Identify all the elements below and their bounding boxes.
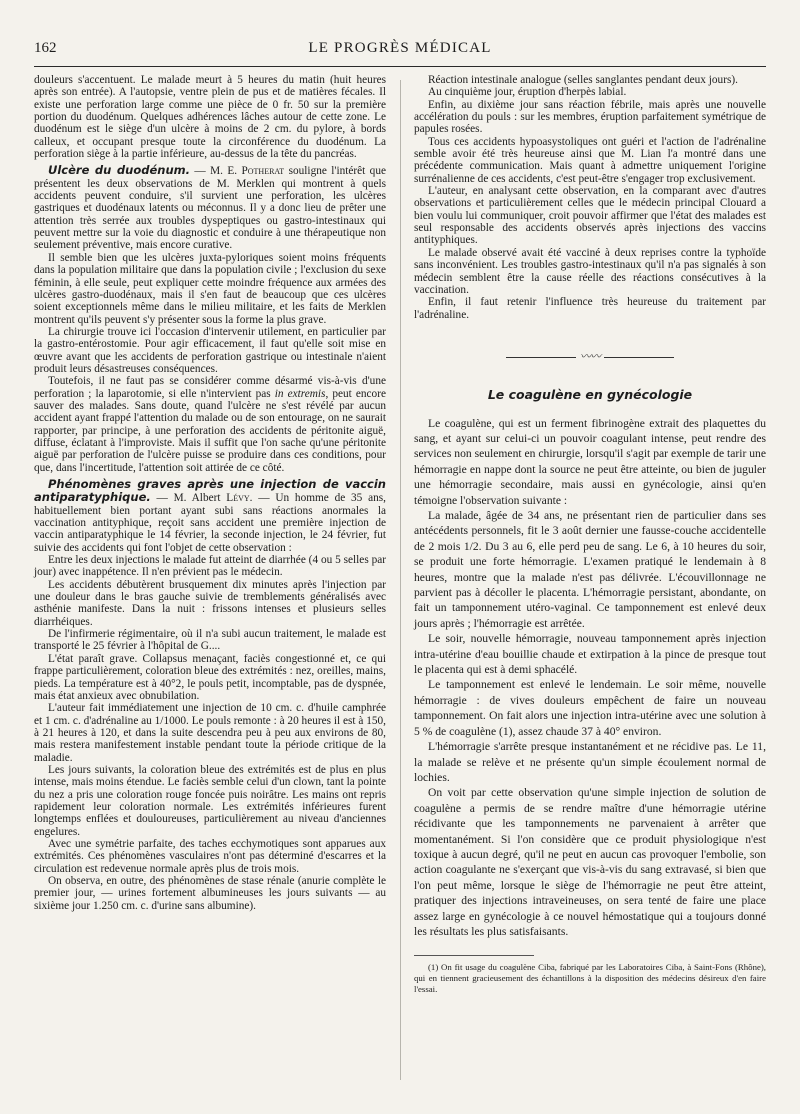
phenomenes-heading: Phénomènes graves après une injection de vaccin antiparatyphique. [34, 477, 386, 505]
reaction-paragraph-4: Tous ces accidents hypoasystoliques ont guéri et l'action de l'adrénaline semble avoir été très heureuse ainsi que M. Lian l'a montré dans une précédente communication. Mais quant à admettre uniquement l'origine surrénalienne de ces accidents, c'est peut-être s'engager trop exclusivement. [414, 135, 766, 185]
phenomenes-paragraph-8: Avec une symétrie parfaite, des taches ecchymotiques sont apparues aux extrémités. Ces phénomènes vasculaires n'ont pas déterminé d'escarres et la circulation est redevenue normale après plus de trois mois. [34, 837, 386, 875]
phenomenes-text-1: . — Un homme de 35 ans, habituellement bien portant ayant subi sans réactions anormales la vaccination antityphique, reçoit sans accident une première injection de vaccin antiparatyphique le 14 février, la seconde injection, le 24 février, fut suivie des accidents qui font l'objet de cette observation : [34, 492, 386, 554]
reaction-paragraph-3: Enfin, au dixième jour sans réaction fébrile, mais après une nouvelle accélération du pouls : sur les membres, éruption parfaitement symétrique de papules rosées. [414, 98, 766, 136]
reaction-paragraph-7: Enfin, il faut retenir l'influence très heureuse du traitement par l'adrénaline. [414, 296, 766, 321]
phenomenes-author: Lévy [226, 492, 250, 505]
phenomenes-dash: — M. Albert [150, 492, 227, 505]
ulcere-text-4b: , peut encore sauver des malades. Sans doute, quand l'ulcère ne s'est révélé par aucun accident ayant frappé l'attention du malade ou de son entourage, on ne saurait rapporter, par principe, à une perforation des accidents de péritonite aiguë, diffuse, éclatant à l'improviste. Mais il suffit que l'on sache qu'une péritonite aiguë par perforation de l'ulcère puisse se produire dans ces conditions, pour que, dans l'incertitude, l'attention soit attirée de ce côté. [34, 387, 386, 474]
coagulene-paragraph-2: La malade, âgée de 34 ans, ne présentant rien de particulier dans ses antécédents personnels, fit le 3 août dernier une fausse-couche accidentelle de 2 mois 1/2. Du 3 au 6, elle perd peu de sang. Le 6, à 10 heures du soir, se produit une forte hémorragie. L'examen pratiqué le lendemain à 8 heures, montre que la malade n'est pas délivrée. L'écouvillonnage ne parvient pas à décoller le placenta. L'hémorragie persistant, abondante, on fait un tamponnement utéro-vaginal. Ce tamponnement est enlevé deux jours après ; l'hémorragie est arrêtée. [414, 509, 766, 630]
phenomenes-paragraph-4: De l'infirmerie régimentaire, où il n'a subi aucun traitement, le malade est transporté le 25 février à l'hôpital de G.... [34, 628, 386, 653]
ulcere-italic: in extremis [274, 387, 326, 400]
ulcere-text-1: souligne l'intérêt que présentent les deux observations de M. Merklen qui montrent à quels accidents peuvent conduire, s'il survient une perforation, les ulcères gastriques et duodénaux latents ou méconnus. Il y a donc lieu de prêter une attention très serrée aux troubles dyspeptiques ou gastro-intestinaux qui peuvent mettre sur la voie du diagnostic et conduire à une thérapeutique non seulement préventive, mais encore curative. [34, 165, 386, 252]
ulcere-paragraph-1 [34, 164, 386, 251]
reaction-paragraph-1: Réaction intestinale analogue (selles sanglantes pendant deux jours). [428, 74, 738, 86]
phenomenes-paragraph-5: L'état paraît grave. Collapsus menaçant, faciès congestionné et, ce qui frappe particulièrement, coloration bleue des extrémités : nez, oreilles, mains, pieds. La température est à 40°2, le pouls petit, incomptable, pas de dyspnée, mais état anxieux avec obnubilation. [34, 652, 386, 702]
coagulene-title: Le coagulène en gynécologie [487, 387, 693, 403]
ulcere-paragraph-3: La chirurgie trouve ici l'occasion d'intervenir utilement, en particulier par la gastro-entérostomie. Pour agir efficacement, il faut qu'elle soit mise en œuvre avant que les accidents de perforation gastrique ou intestinale n'aient produit leurs désastreuses conséquences. [34, 325, 386, 375]
ulcere-text-4a: Toutefois, il ne faut pas se considérer comme désarmé vis-à-vis d'une perforation ; la laparotomie, si elle n'intervient pas [34, 375, 386, 400]
phenomenes-paragraph-2: Entre les deux injections le malade fut atteint de diarrhée (4 ou 5 selles par jour) avec inappétence. Il n'en prévient pas le médecin. [34, 554, 386, 579]
coagulene-body [414, 416, 766, 940]
ulcere-dash: — M. E. [190, 165, 242, 178]
column-divider [400, 80, 401, 1080]
ornament-rule-left [506, 357, 576, 358]
right-column [414, 74, 766, 995]
ulcere-paragraph-4 [34, 375, 386, 474]
phenomenes-paragraph-6: L'auteur fait immédiatement une injection de 10 cm. c. d'huile camphrée et 1 cm. c. d'adrénaline au 1/1000. Le pouls remonte : à 20 heures il est à 150, à 21 heures à 120, et dans la suite descendra peu à peu aux environs de 80, mais restera manifestement instable pendant toute la période critique de la maladie. [34, 702, 386, 764]
left-column [34, 74, 386, 912]
coagulene-paragraph-6: On voit par cette observation qu'une simple injection de solution de coagulène a permis de se rendre maître d'une hémorragie utérine récidivante que les tamponnements ne parvenaient à arrêter que momentanément. Si l'on considère que ce produit physiologique n'est toxique à aucun degré, qu'il ne peut en aucun cas provoquer l'embolie, son action coagulante ne s'exerçant que vis-à-vis du sang extravasé, si bien que l'on peut même, lorsque le siège de l'hémorragie ne peut être atteint, pratiquer des injections intraveineuses, on sera tenté de faire une place assez large en gynécologie à ce nouvel hémostatique qui a toujours donné les résultats les plus satisfaisants. [414, 786, 766, 938]
ornament-rule-right [604, 357, 674, 358]
page-header [34, 40, 766, 67]
journal-title: LE PROGRÈS MÉDICAL [308, 40, 492, 56]
footnote: (1) On fit usage du coagulène Ciba, fabriqué par les Laboratoires Ciba, à Saint-Fons (Rhône), qui en tiennent gracieusement des échantillons à la disposition des médecins désireux d'en faire l'essai. [414, 962, 766, 995]
ulcere-author: Potherat [241, 165, 285, 178]
phenomenes-paragraph-1 [34, 478, 386, 554]
phenomenes-paragraph-7: Les jours suivants, la coloration bleue des extrémités est de plus en plus intense, mais moins étendue. Le faciès semble celui d'un clown, tant la pointe du nez a pris une coloration rouge foncée puis noirâtre. Les mains ont repris rapidement leur coloration normale. Les extrémités inférieures furent longtemps enflées et douloureuses, particulièrement au niveau d'anciennes engelures. [34, 763, 386, 838]
coagulene-paragraph-3: Le soir, nouvelle hémorragie, nouveau tamponnement après injection intra-utérine d'eau bouillie chaude et extirpation à la pince de presque tout le placenta qui est à demi sphacélé. [414, 632, 766, 677]
ulcere-heading: Ulcère du duodénum. [48, 163, 191, 178]
reaction-paragraph-5: L'auteur, en analysant cette observation, en la comparant avec d'autres observations et particulièrement celles que le médecin principal Clouard a bien voulu lui communiquer, croit pouvoir affirmer que l'état des malades est seul responsable des accidents observés après injections des vaccins antityphiques. [414, 185, 766, 247]
coagulene-paragraph-1: Le coagulène, qui est un ferment fibrinogène extrait des plaquettes du sang, et ayant sur celui-ci un pouvoir coagulant intense, peut rendre des services non seulement en chirurgie, lorsqu'il s'agit par exemple de tarir une hémorragie en nappe dont la source ne peut être atteinte, ou bien de juguler une hémorragie secondaire, mais aussi en gynécologie, ainsi qu'en témoigne l'observation suivante : [414, 416, 766, 507]
coagulene-paragraph-4: Le tamponnement est enlevé le lendemain. Le soir même, nouvelle hémorragie : de vives douleurs empêchent de faire un nouveau tamponnement. On fait alors une injection intra-utérine avec une solution à 5 % de coagulène (1), assez chaude 37 à 40° environ. [414, 678, 766, 738]
section-ornament [414, 351, 766, 363]
coagulene-paragraph-5: L'hémorragie s'arrête presque instantanément et ne récidive pas. Le 11, la malade se relève et ne présente qu'un simple écoulement normal de lochies. [414, 740, 766, 784]
ornament-wave: 〰〰 [580, 350, 600, 363]
intro-paragraph: douleurs s'accentuent. Le malade meurt à 5 heures du matin (huit heures après son entrée). A l'autopsie, ventre plein de pus et de matières fécales. Il existe une perforation large comme une pièce de 0 fr. 50 sur la première portion du duodénum. Quelques adhérences lâches autour de cette zone. Le duodénum est le siège d'un ulcère à moins de 2 cm. du pylore, à bords calleux, et occupant presque toute la circonférence du duodénum. La perforation siège à la partie inférieure, au-dessus de la tête du pancréas. [34, 74, 386, 161]
page-number: 162 [34, 40, 57, 56]
reaction-paragraph-6: Le malade observé avait été vacciné à deux reprises contre la typhoïde sans inconvénient. Les troubles gastro-intestinaux qu'il n'a pas signalés à son médecin semblent être la cause réelle des réactions consécutives à la vaccination. [414, 246, 766, 296]
phenomenes-paragraph-3: Les accidents débutèrent brusquement dix minutes après l'injection par une douleur dans le bras gauche suivie de tremblements généralisés avec asthénie manifeste. Dans la nuit : frissons intenses et plusieurs selles diarrhéiques. [34, 578, 386, 628]
footnote-rule [414, 955, 534, 956]
ulcere-paragraph-2: Il semble bien que les ulcères juxta-pyloriques soient moins fréquents dans la population militaire que dans la population civile ; l'exclusion du sexe féminin, à elle seule, peut expliquer cette moindre fréquence aux armées des ulcères gastro-duodénaux, mais il s'en faut de beaucoup que ces ulcères soient exceptionnels même dans le milieu militaire, et les faits de Merklen montrent qu'ils peuvent s'y présenter sous la forme la plus grave. [34, 251, 386, 326]
phenomenes-paragraph-9: On observa, en outre, des phénomènes de stase rénale (anurie complète le premier jour, — urines fortement albumineuses les jours suivants — au sixième jour 1.250 cm. c. d'urine sans albumine). [34, 875, 386, 912]
reaction-paragraph-2: Au cinquième jour, éruption d'herpès labial. [428, 86, 627, 99]
